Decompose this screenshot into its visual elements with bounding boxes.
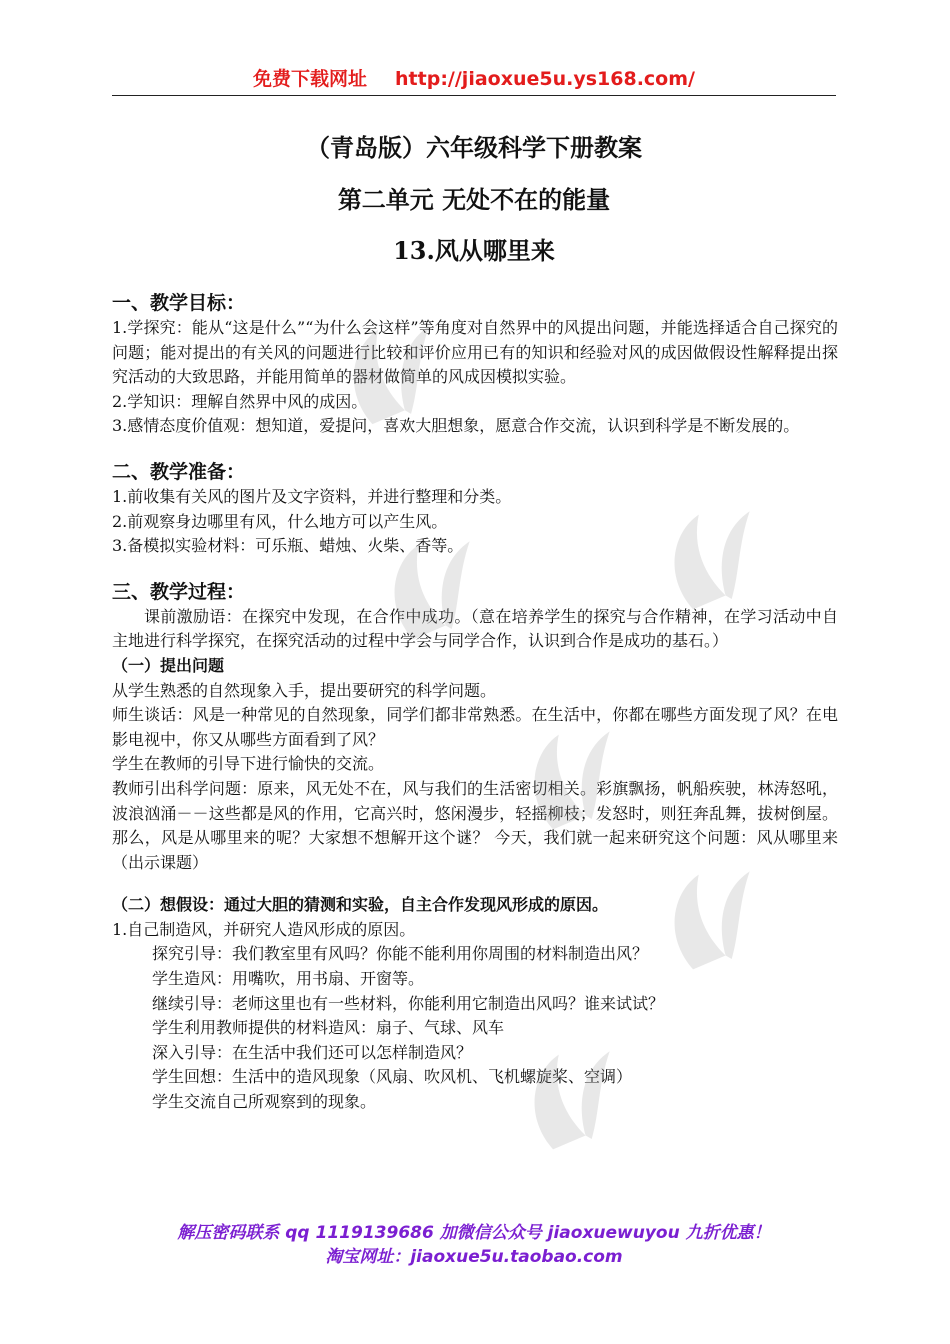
header-label: 免费下载网址 xyxy=(253,68,368,90)
part1-title: （一）提出问题 xyxy=(112,655,225,675)
footer-taobao-link[interactable]: 淘宝网址：jiaoxue5u.taobao.com xyxy=(325,1247,623,1267)
download-header xyxy=(112,64,836,91)
part2-line: 深入引导：在生活中我们还可以怎样制造风？ xyxy=(152,1042,473,1062)
prep-item: 3.备模拟实验材料：可乐瓶、蜡烛、火柴、香等。 xyxy=(112,536,464,556)
part2-line: 学生利用教师提供的材料造风：扇子、气球、风车 xyxy=(152,1018,505,1038)
part1-line: 学生在教师的引导下进行愉快的交流。 xyxy=(112,754,385,774)
header-rule xyxy=(112,95,836,96)
part2-line: 学生回想：生活中的造风现象（风扇、吹风机、飞机螺旋桨、空调） xyxy=(152,1067,633,1087)
part2-first-line: 1.自己制造风，并研究人造风形成的原因。 xyxy=(112,919,416,939)
header-url-link[interactable]: http://jiaoxue5u.ys168.com/ xyxy=(395,68,695,90)
part2-line: 继续引导：老师这里也有一些材料，你能利用它制造出风吗？谁来试试？ xyxy=(152,993,665,1013)
doc-title: （青岛版）六年级科学下册教案 xyxy=(306,133,642,162)
footer-contact: 解压密码联系 qq 1119139686 加微信公众号 jiaoxuewuyou 九折优惠！ xyxy=(177,1223,771,1243)
lesson-title: 13.风从哪里来 xyxy=(393,236,555,265)
part2-line: 学生造风：用嘴吹，用书扇、开窗等。 xyxy=(152,969,425,989)
goal-item: 2.学知识：理解自然界中风的成因。 xyxy=(112,391,368,411)
intro-paragraph: 课前激励语：在探究中发现，在合作中成功。（意在培养学生的探究与合作精神，在学习活动中自主地进行科学探究，在探究活动的过程中学会与同学合作，认识到合作是成功的基石。） xyxy=(112,606,838,651)
part1-line: 教师引出科学问题：原来，风无处不在，风与我们的生活密切相关。彩旗飘扬，帆船疾驶，林涛怒吼，波浪汹涌－－这些都是风的作用，它高兴时，悠闲漫步，轻摇柳枝；发怒时，则狂奔乱舞，拔树倒屋。那么，风是从哪里来的呢？大家想不想解开这个谜？ 今天，我们就一起来研究这个问题：风从哪里来（出示课题） xyxy=(112,778,838,872)
goal-item: 1.学探究：能从“这是什么”“为什么会这样”等角度对自然界中的风提出问题，并能选择适合自己探究的问题；能对提出的有关风的问题进行比较和评价应用已有的知识和经验对风的成因做假设性解释提出探究活动的大致思路，并能用简单的器材做简单的风成因模拟实验。 xyxy=(112,318,838,387)
part2-line: 探究引导：我们教室里有风吗？你能不能利用你周围的材料制造出风？ xyxy=(152,944,649,964)
part2-line: 学生交流自己所观察到的现象。 xyxy=(152,1092,377,1112)
prep-item: 2.前观察身边哪里有风，什么地方可以产生风。 xyxy=(112,511,448,531)
section-heading-goals: 一、教学目标： xyxy=(112,292,246,314)
section-heading-prep: 二、教学准备： xyxy=(112,460,246,483)
goal-item: 3.感情态度价值观：想知道，爱提问，喜欢大胆想象，愿意合作交流，认识到科学是不断发展的。 xyxy=(112,416,800,436)
part1-line: 从学生熟悉的自然现象入手，提出要研究的科学问题。 xyxy=(112,680,497,700)
part1-line: 师生谈话：风是一种常见的自然现象，同学们都非常熟悉。在生活中，你都在哪些方面发现了风？在电影电视中，你又从哪些方面看到了风？ xyxy=(112,705,838,749)
part2-title: （二）想假设：通过大胆的猜测和实验，自主合作发现风形成的原因。 xyxy=(112,895,609,915)
prep-item: 1.前收集有关风的图片及文字资料，并进行整理和分类。 xyxy=(112,486,512,506)
section-heading-process: 三、教学过程： xyxy=(112,580,246,603)
unit-title: 第二单元 无处不在的能量 xyxy=(337,185,611,214)
doc-body xyxy=(112,290,838,1115)
